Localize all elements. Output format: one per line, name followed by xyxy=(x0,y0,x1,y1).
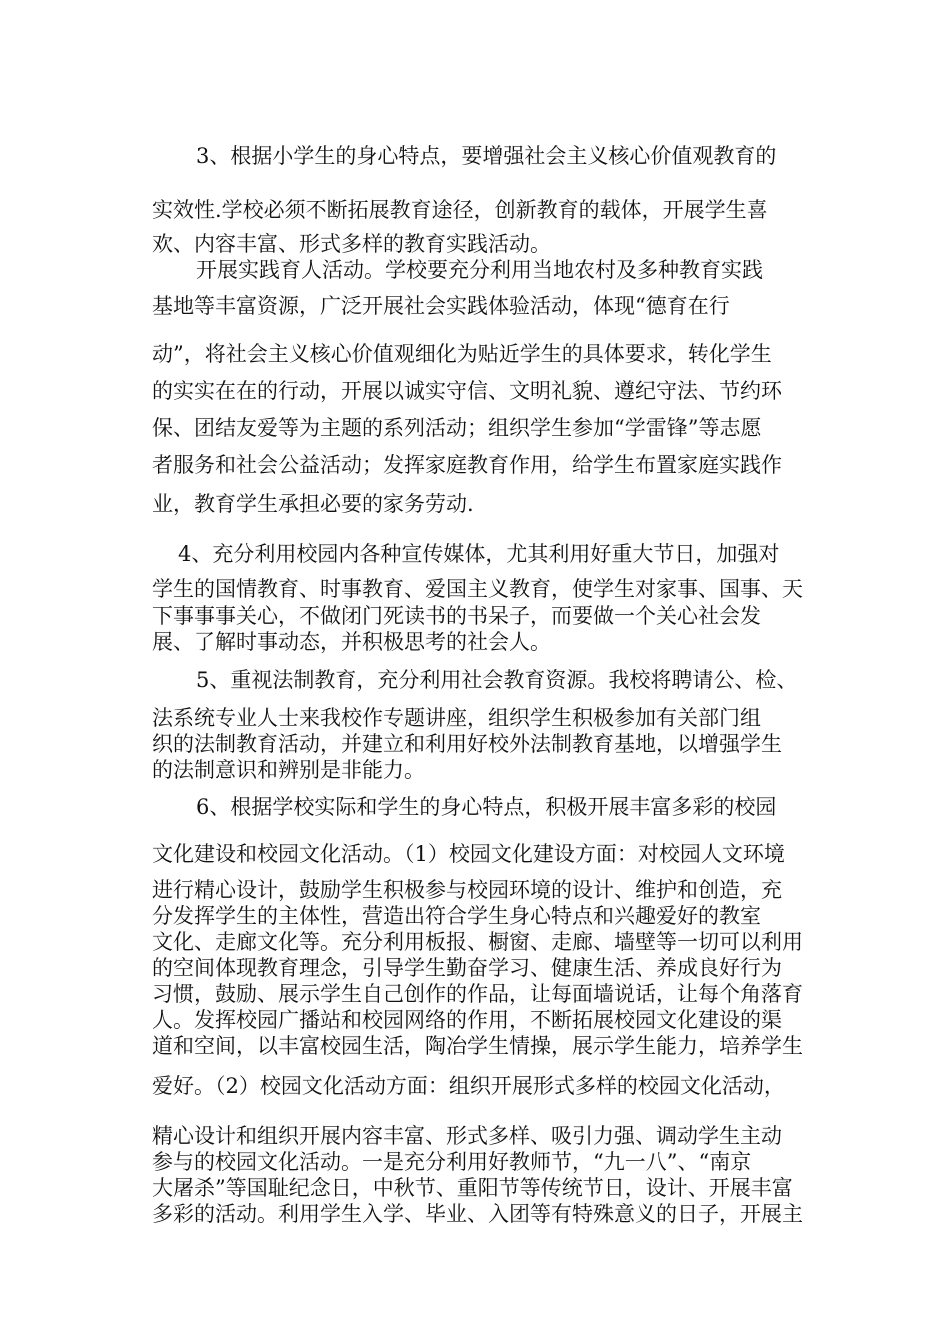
text-line: 的法制意识和辨别是非能力。 xyxy=(152,758,425,782)
text-line: 法系统专业人士来我校作专题讲座，组织学生积极参加有关部门组 xyxy=(152,706,761,730)
text-line: 习惯，鼓励、展示学生自己创作的作品，让每面墙说话，让每个角落育 xyxy=(152,982,803,1006)
text-line: 实效性.学校必须不断拓展教育途径，创新教育的载体，开展学生喜 xyxy=(152,198,768,222)
text-line: 开展实践育人活动。学校要充分利用当地农村及多种教育实践 xyxy=(196,258,763,282)
text-line: 爱好。（2）校园文化活动方面：组织开展形式多样的校园文化活动， xyxy=(152,1074,785,1098)
text-line: 多彩的活动。利用学生入学、毕业、入团等有特殊意义的日子，开展主 xyxy=(152,1202,803,1226)
text-line: 4、充分利用校园内各种宣传媒体，尤其利用好重大节日，加强对 xyxy=(178,542,780,566)
text-line: 大屠杀”等国耻纪念日，中秋节、重阳节等传统节日，设计、开展丰富 xyxy=(152,1176,793,1200)
text-line: 展、了解时事动态，并积极思考的社会人。 xyxy=(152,630,551,654)
text-line: 动”，将社会主义核心价值观细化为贴近学生的具体要求，转化学生 xyxy=(152,342,772,366)
text-line: 者服务和社会公益活动；发挥家庭教育作用，给学生布置家庭实践作 xyxy=(152,453,782,477)
text-line: 道和空间，以丰富校园生活，陶冶学生情操，展示学生能力，培养学生 xyxy=(152,1034,803,1058)
text-line: 5、重视法制教育，充分利用社会教育资源。我校将聘请公、检、 xyxy=(196,668,798,692)
text-line: 业，教育学生承担必要的家务劳动. xyxy=(152,492,474,516)
text-line: 进行精心设计，鼓励学生积极参与校园环境的设计、维护和创造，充 xyxy=(152,878,782,902)
text-line: 基地等丰富资源，广泛开展社会实践体验活动，体现“德育在行 xyxy=(152,294,730,318)
text-line: 分发挥学生的主体性，营造出符合学生身心特点和兴趣爱好的教室 xyxy=(152,904,761,928)
text-line: 保、团结友爱等为主题的系列活动；组织学生参加“学雷锋”等志愿 xyxy=(152,416,762,440)
text-line: 6、根据学校实际和学生的身心特点，积极开展丰富多彩的校园 xyxy=(196,795,777,819)
text-line: 的实实在在的行动，开展以诚实守信、文明礼貌、遵纪守法、节约环 xyxy=(152,379,782,403)
text-line: 文化建设和校园文化活动。（1）校园文化建设方面：对校园人文环境 xyxy=(152,842,785,866)
text-line: 人。发挥校园广播站和校园网络的作用，不断拓展校园文化建设的渠 xyxy=(152,1008,782,1032)
text-line: 学生的国情教育、时事教育、爱国主义教育，使学生对家事、国事、天 xyxy=(152,577,803,601)
text-line: 下事事事关心，不做闭门死读书的书呆子，而要做一个关心社会发 xyxy=(152,604,761,628)
text-line: 欢、内容丰富、形式多样的教育实践活动。 xyxy=(152,232,551,256)
text-line: 参与的校园文化活动。一是充分利用好教师节，“九一八”、“南京 xyxy=(152,1150,752,1174)
text-line: 文化、走廊文化等。充分利用板报、橱窗、走廊、墙壁等一切可以利用 xyxy=(152,930,803,954)
text-line: 织的法制教育活动，并建立和利用好校外法制教育基地，以增强学生 xyxy=(152,732,782,756)
text-line: 3、根据小学生的身心特点，要增强社会主义核心价值观教育的 xyxy=(196,144,777,168)
text-line: 的空间体现教育理念，引导学生勤奋学习、健康生活、养成良好行为 xyxy=(152,956,782,980)
text-line: 精心设计和组织开展内容丰富、形式多样、吸引力强、调动学生主动 xyxy=(152,1124,782,1148)
